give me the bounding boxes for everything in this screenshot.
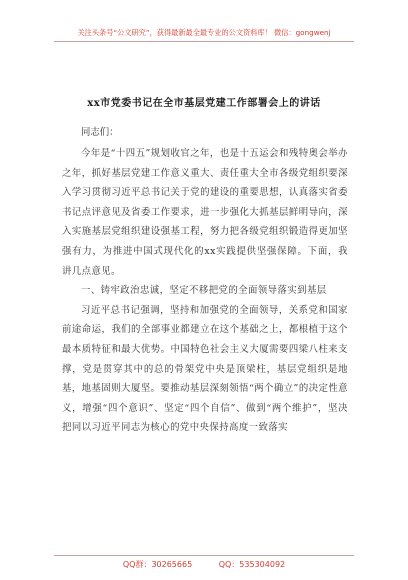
section-heading-1: 一、铸牢政治忠诚，坚定不移把党的全面领导落实到基层 [81,285,327,297]
footer-qq: QQ：535304092 [218,560,286,569]
salutation: 同志们： [81,127,119,138]
footer-qq-group: QQ群：30265665 [122,560,193,569]
paragraph-intro: 今年是“十四五”规划收官之年，也是十五运会和残特奥会举办之年，抓好基层党建工作意义重大、责任重大全市各级党组织要深入学习贯彻习近平总书记关于党的建设的重要思想，认真落实省委书记点评意见及省委工作要求，进一步强化大抓基层鲜明导向，深入实施基层党组织建设强基工程，努力把各级党组织锻造得更加坚强有力，为推进中国式现代化的xx实践提供坚强保障。下面，我讲几点意见。 [62,148,348,277]
footer-contact [0,559,408,570]
header-divider [54,41,354,42]
footer-divider [54,555,354,556]
header-banner: 关注头条号“公文研究”，获得最新最全最专业的公文资料库！ 微信：gongwenj [77,28,331,37]
document-title: xx市党委书记在全市基层党建工作部署会上的讲话 [87,98,321,109]
paragraph-section-1: 习近平总书记强调，坚持和加强党的全面领导，关系党和国家前途命运，我们的全部事业都建立在这个基础之上，都根植于这个最本质特征和最大优势。中国特色社会主义大厦需要四梁八柱来支撑，党是贯穿其中的总的骨架党中央是顶梁柱，基层党组织是地基，地基固则大厦坚。要推动基层深刻领悟“两个确立”的决定性意义，增强“四个意识”、坚定“四个自信”、做到“两个维护”，坚决把同以习近平同志为核心的党中央保持高度一致落实 [62,304,348,434]
document-body [62,122,348,438]
